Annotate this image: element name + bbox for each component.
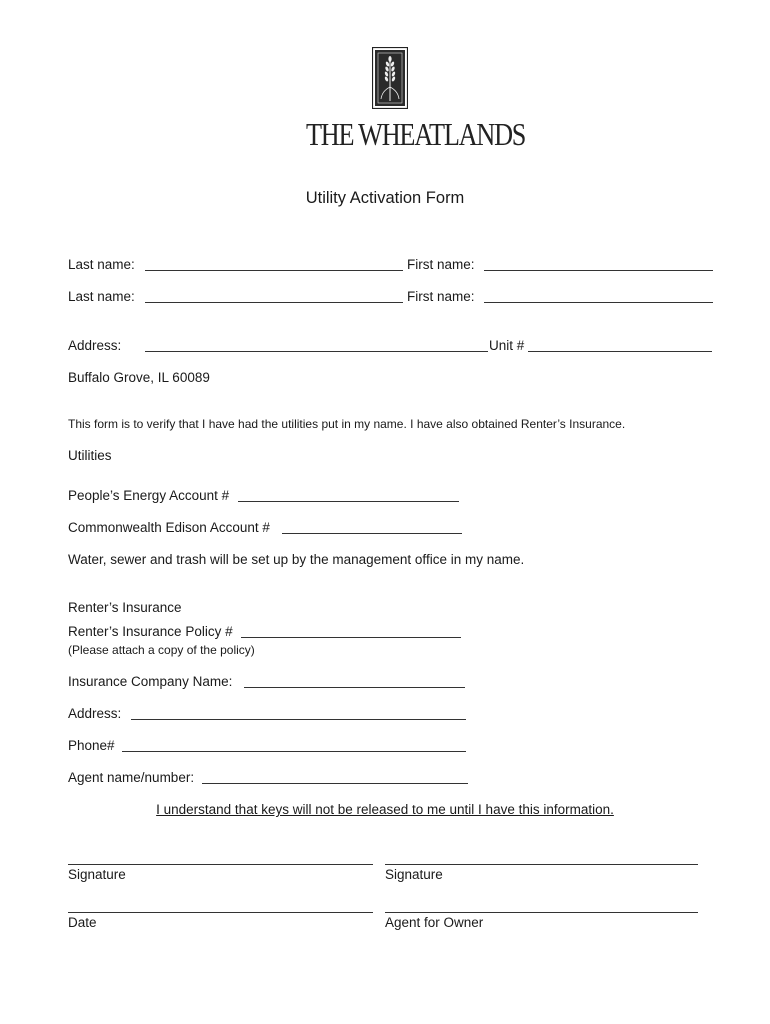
signature-field-left[interactable] [68,850,373,865]
signature-field-right[interactable] [385,850,698,865]
verification-statement: This form is to verify that I have had the utilities put in my name. I have also obtained Renter’s Insurance. [68,417,626,431]
signature-label-right: Signature [385,867,443,882]
unit-label: Unit # [489,338,525,353]
phone-field[interactable] [122,737,466,752]
comed-account-field[interactable] [282,519,462,534]
date-label: Date [68,915,97,930]
form-title: Utility Activation Form [305,189,465,207]
first-name-field-1[interactable] [484,256,713,271]
renters-insurance-heading: Renter’s Insurance [68,600,182,615]
comed-label: Commonwealth Edison Account # [68,520,270,535]
agent-name-number-field[interactable] [202,769,468,784]
first-name-field-2[interactable] [484,288,713,303]
water-sewer-trash-note: Water, sewer and trash will be set up by the management office in my name. [68,552,525,567]
address-label: Address: [68,338,122,353]
insurance-company-field[interactable] [244,673,465,688]
insurance-address-label: Address: [68,706,122,721]
last-name-field-2[interactable] [145,288,403,303]
first-name-label: First name: [407,289,475,304]
wheat-emblem-icon [372,47,408,109]
keys-release-notice: I understand that keys will not be released to me until I have this information. [156,802,614,817]
agent-for-owner-field[interactable] [385,898,698,913]
agent-label: Agent name/number: [68,770,195,785]
signature-label-left: Signature [68,867,126,882]
insurance-company-label: Insurance Company Name: [68,674,233,689]
utilities-heading: Utilities [68,448,112,463]
last-name-label: Last name: [68,257,135,272]
peoples-energy-label: People’s Energy Account # [68,488,230,503]
last-name-field-1[interactable] [145,256,403,271]
insurance-address-field[interactable] [131,705,466,720]
policy-label: Renter’s Insurance Policy # [68,624,233,639]
date-field[interactable] [68,898,373,913]
address-field[interactable] [145,337,488,352]
unit-field[interactable] [528,337,712,352]
peoples-energy-account-field[interactable] [238,487,459,502]
phone-label: Phone# [68,738,115,753]
brand-name: THE WHEATLANDS [306,116,526,152]
last-name-label: Last name: [68,289,135,304]
policy-number-field[interactable] [241,623,461,638]
attach-policy-note: (Please attach a copy of the policy) [68,643,255,657]
agent-for-owner-label: Agent for Owner [385,915,484,930]
first-name-label: First name: [407,257,475,272]
city-state-zip: Buffalo Grove, IL 60089 [68,370,210,385]
